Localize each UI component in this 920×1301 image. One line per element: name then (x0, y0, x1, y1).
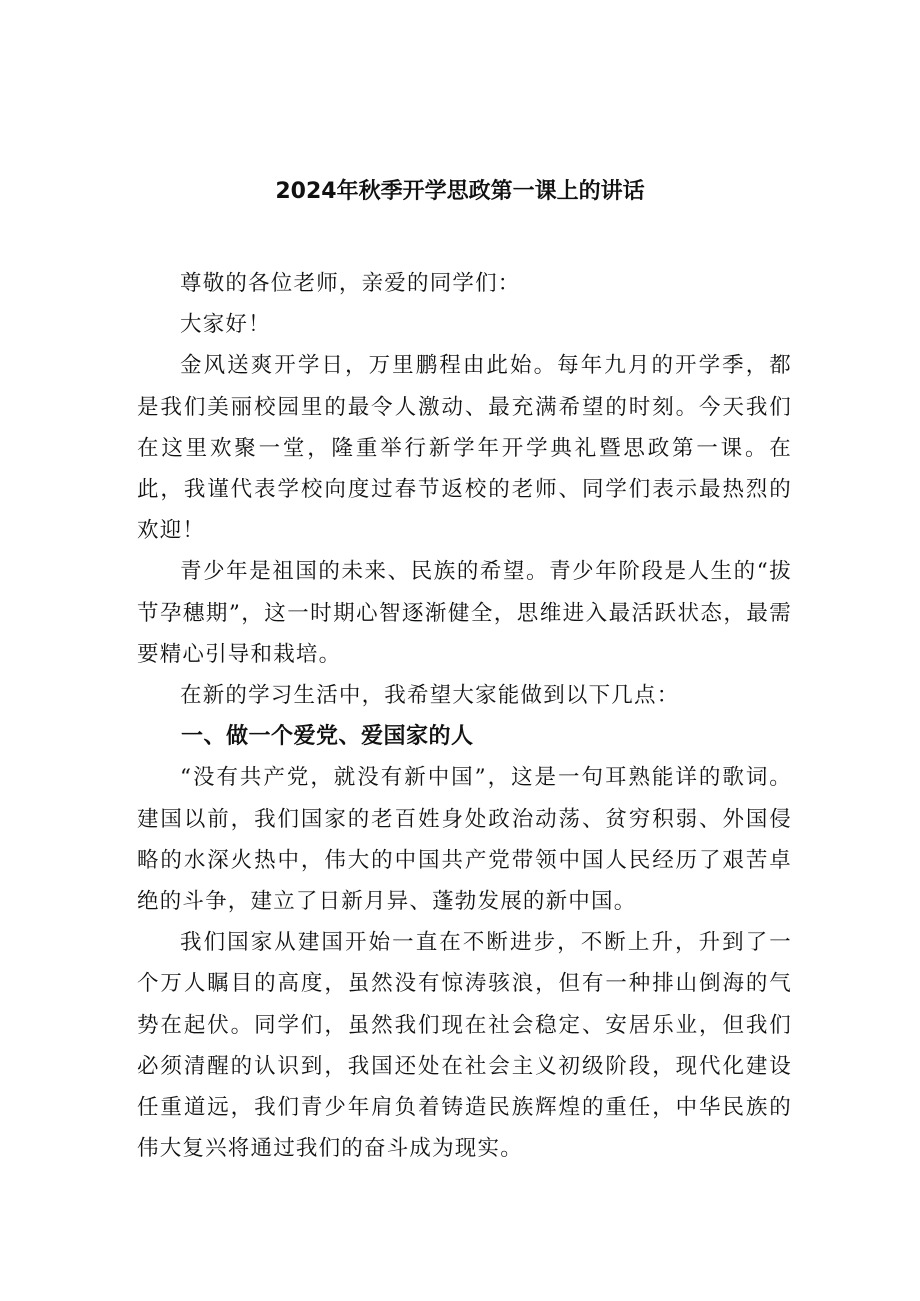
paragraph-opening: 金风送爽开学日，万里鹏程由此始。每年九月的开学季，都是我们美丽校园里的最令人激动、最充满希望的时刻。今天我们在这里欢聚一堂，隆重举行新学年开学典礼暨思政第一课。在此，我谨代表学校向度过春节返校的老师、同学们表示最热烈的欢迎！ (137, 353, 792, 544)
paragraph-youth: 青少年是祖国的未来、民族的希望。青少年阶段是人生的“拔节孕穗期”，这一时期心智逐渐健全，思维进入最活跃状态，最需要精心引导和栽培。 (137, 559, 792, 667)
document-body (137, 263, 792, 1169)
greeting: 大家好！ (180, 312, 271, 338)
paragraph-hopes: 在新的学习生活中，我希望大家能做到以下几点： (180, 683, 680, 709)
salutation: 尊敬的各位老师，亲爱的同学们： (180, 271, 521, 296)
paragraph-progress: 我们国家从建国开始一直在不断进步，不断上升，升到了一个万人瞩目的高度，虽然没有惊涛骇浪，但有一种排山倒海的气势在起伏。同学们，虽然我们现在社会稳定、安居乐业，但我们必须清醒的认识到，我国还处在社会主义初级阶段，现代化建设任重道远，我们青少年肩负着铸造民族辉煌的重任，中华民族的伟大复兴将通过我们的奋斗成为现实。 (137, 930, 792, 1162)
paragraph-party: “没有共产党，就没有新中国”，这是一句耳熟能详的歌词。建国以前，我们国家的老百姓身处政治动荡、贫穷积弱、外国侵略的水深火热中，伟大的中国共产党带领中国人民经历了艰苦卓绝的斗争，建立了日新月异、蓬勃发展的新中国。 (137, 765, 792, 915)
document-title: 2024年秋季开学思政第一课上的讲话 (275, 179, 645, 204)
section-heading: 一、做一个爱党、爱国家的人 (181, 724, 474, 750)
